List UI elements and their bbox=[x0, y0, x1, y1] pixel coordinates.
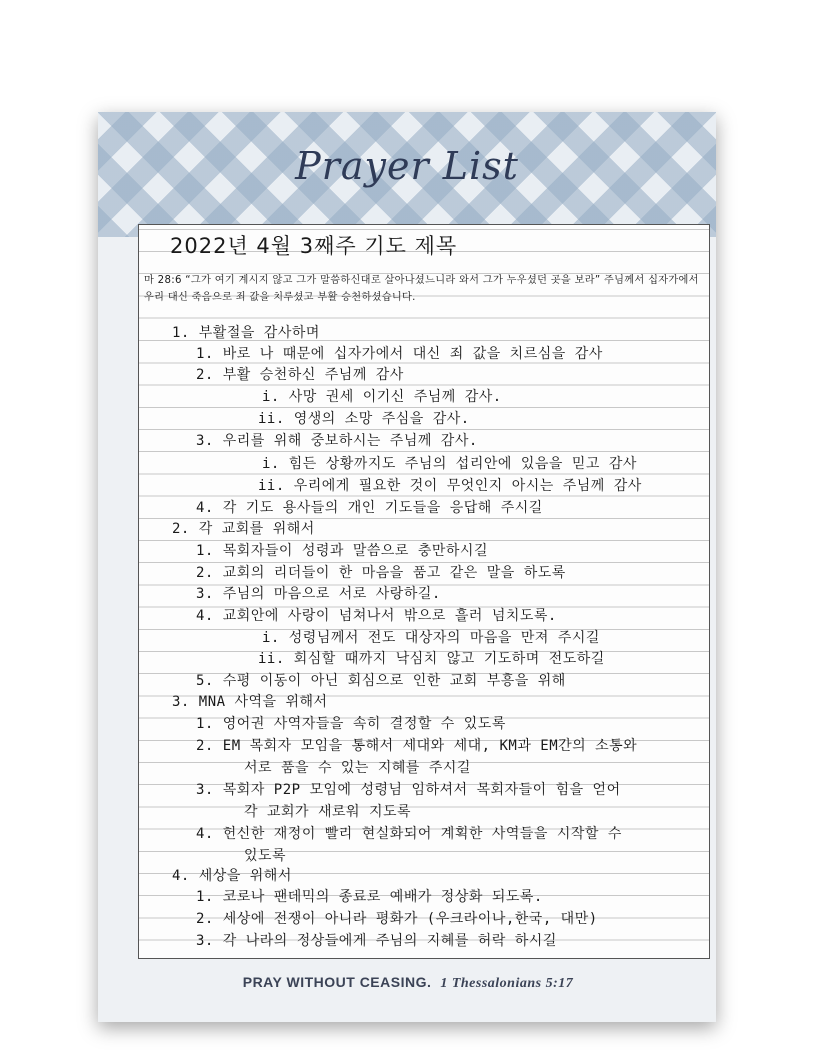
sub-list-item: ii. 회심할 때까지 낙심치 않고 기도하며 전도하길 bbox=[258, 651, 605, 667]
list-item: 2. 부활 승천하신 주님께 감사 bbox=[196, 367, 404, 383]
sub-list-item: i. 성령님께서 전도 대상자의 마음을 만져 주시길 bbox=[262, 630, 600, 646]
list-item: 1. 영어권 사역자들을 속히 결정할 수 있도록 bbox=[196, 716, 506, 732]
list-item-continuation: 각 교회가 새로워 지도록 bbox=[244, 804, 412, 820]
list-item: 2. EM 목회자 모임을 통해서 세대와 세대, KM과 EM간의 소통와 bbox=[196, 738, 638, 754]
sub-list-item: ii. 우리에게 필요한 것이 무엇인지 아시는 주님께 감사 bbox=[258, 478, 642, 494]
list-item: 2. 세상에 전쟁이 아니라 평화가 (우크라이나,한국, 대만) bbox=[196, 911, 598, 927]
list-item: 2. 교회의 리더들이 한 마음을 품고 같은 말을 하도록 bbox=[196, 565, 566, 581]
section-heading: 1. 부활절을 감사하며 bbox=[172, 325, 320, 341]
list-item-continuation: 서로 품을 수 있는 지혜를 주시길 bbox=[244, 760, 471, 776]
sub-list-item: i. 사망 권세 이기신 주님께 감사. bbox=[262, 389, 502, 405]
footer-text: PRAY WITHOUT CEASING. bbox=[242, 974, 432, 990]
page-title: 2022년 4월 3째주 기도 제목 bbox=[170, 234, 458, 258]
footer bbox=[0, 974, 816, 992]
sub-list-item: ii. 영생의 소망 주심을 감사. bbox=[258, 411, 470, 427]
list-item: 4. 헌신한 재정이 빨리 현실화되어 계획한 사역들을 시작할 수 bbox=[196, 826, 622, 842]
sub-list-item: i. 힘든 상황까지도 주님의 섭리안에 있음을 믿고 감사 bbox=[262, 456, 637, 472]
footer-reference: 1 Thessalonians 5:17 bbox=[440, 976, 574, 991]
list-item: 3. 주님의 마음으로 서로 사랑하길. bbox=[196, 586, 441, 602]
list-item: 5. 수평 이동이 아닌 회심으로 인한 교회 부흥을 위해 bbox=[196, 673, 566, 689]
list-item: 3. 목회자 P2P 모임에 성령님 임하셔서 목회자들이 힘을 얻어 bbox=[196, 782, 621, 798]
list-item: 3. 각 나라의 정상들에게 주님의 지혜를 허락 하시길 bbox=[196, 933, 557, 949]
section-heading: 4. 세상을 위해서 bbox=[172, 868, 292, 884]
list-item: 1. 목회자들이 성령과 말씀으로 충만하시길 bbox=[196, 543, 488, 559]
list-item-continuation: 있도록 bbox=[244, 848, 287, 864]
section-heading: 3. MNA 사역을 위해서 bbox=[172, 694, 328, 710]
list-item: 4. 각 기도 용사들의 개인 기도들을 응답해 주시길 bbox=[196, 500, 543, 516]
section-heading: 2. 각 교회를 위해서 bbox=[172, 521, 315, 537]
list-item: 3. 우리를 위해 중보하시는 주님께 감사. bbox=[196, 433, 478, 449]
list-item: 1. 바로 나 때문에 십자가에서 대신 죄 값을 치르심을 감사 bbox=[196, 346, 603, 362]
list-item: 4. 교회안에 사랑이 넘쳐나서 밖으로 흘러 넘치도록. bbox=[196, 608, 557, 624]
list-item: 1. 코로나 팬데믹의 종료로 예배가 정상화 되도록. bbox=[196, 889, 543, 905]
banner-title: Prayer List bbox=[295, 144, 519, 188]
scripture-verse: 마 28:6 “그가 여기 계시지 않고 그가 말씀하신대로 살아나셨느니라 와서 그가 누우셨던 곳을 보라” 주님께서 십자가에서 우리 대신 죽음으로 죄 값을 치루셨고 부활 승천하셨습니다. bbox=[144, 275, 699, 303]
